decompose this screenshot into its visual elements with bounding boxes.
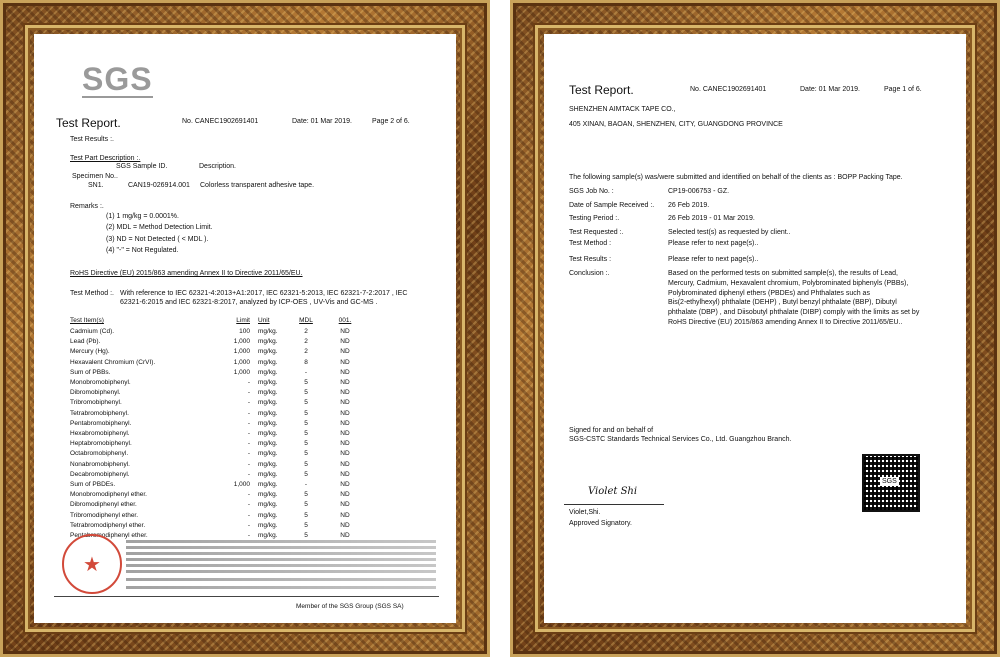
field-label: Date of Sample Received :.	[569, 202, 655, 209]
cell-item: Dibromodiphenyl ether.	[70, 501, 137, 509]
field-value: 26 Feb 2019 - 01 Mar 2019.	[668, 215, 755, 222]
cell-item: Hexavalent Chromium (CrVI).	[70, 358, 156, 366]
conclusion-line: Polybrominated diphenyl ethers (PBDEs) and Phthalates such as	[668, 290, 870, 297]
cell-mdl: -	[304, 368, 308, 376]
cell-result: ND	[340, 399, 350, 407]
th-mdl: MDL	[299, 317, 313, 324]
th-item: Test Item(s)	[70, 317, 104, 324]
cell-limit: 1,000	[233, 358, 250, 366]
cell-unit: mg/kg.	[258, 430, 278, 437]
cell-unit: mg/kg.	[258, 338, 278, 346]
cell-unit: mg/kg.	[258, 379, 278, 386]
cell-unit: mg/kg.	[258, 328, 278, 335]
field-value: Selected test(s) as requested by client..	[668, 229, 791, 236]
report-title: Test Report.	[569, 83, 634, 97]
th-unit: Unit	[258, 317, 270, 324]
cell-unit: mg/kg.	[258, 521, 278, 529]
table-row	[70, 471, 370, 482]
cell-unit: mg/kg.	[258, 450, 278, 458]
fine-print	[126, 564, 436, 567]
cell-result: ND	[340, 460, 350, 468]
cell-mdl: 5	[304, 430, 308, 437]
cell-unit: mg/kg.	[258, 358, 278, 366]
specimen-sn: SN1.	[88, 182, 104, 189]
cell-item: Tetrabromodiphenyl ether.	[70, 521, 146, 529]
cell-result: ND	[340, 419, 350, 427]
table-row	[70, 501, 370, 512]
table-row	[70, 450, 370, 461]
cell-limit: -	[247, 409, 250, 417]
cell-mdl: 5	[304, 450, 308, 458]
th-result: 001.	[338, 317, 352, 324]
cell-result: ND	[340, 358, 350, 366]
signature-line	[564, 504, 664, 505]
cell-item: Cadmium (Cd).	[70, 328, 115, 335]
description-value: Colorless transparent adhesive tape.	[200, 182, 315, 189]
cell-mdl: 2	[304, 328, 308, 335]
cell-limit: -	[247, 532, 250, 539]
cell-mdl: 2	[304, 348, 308, 356]
table-row	[70, 491, 370, 502]
cell-mdl: 5	[304, 379, 308, 386]
cell-result: ND	[340, 409, 350, 417]
cell-limit: -	[247, 419, 250, 427]
cell-limit: -	[247, 440, 250, 448]
cell-mdl: 5	[304, 491, 308, 499]
table-row	[70, 379, 370, 390]
cell-item: Octabromobiphenyl.	[70, 450, 129, 458]
table-row	[70, 512, 370, 523]
cell-mdl: 5	[304, 501, 308, 509]
cell-limit: 1,000	[233, 338, 250, 346]
cell-item: Decabromobiphenyl.	[70, 470, 130, 478]
part-desc-label: Test Part Description :.	[70, 155, 141, 162]
cell-item: Nonabromobiphenyl.	[70, 460, 130, 468]
cell-result: ND	[340, 491, 350, 499]
signer-role: Approved Signatory.	[569, 520, 632, 527]
remark-3: (3) ND = Not Detected ( < MDL ).	[106, 236, 209, 243]
cell-item: Tetrabromobiphenyl.	[70, 409, 129, 417]
intro-text: The following sample(s) was/were submitted and identified on behalf of the clients as : BOPP Packing Tape.	[569, 174, 903, 181]
cell-limit: -	[247, 379, 250, 386]
conclusion-label: Conclusion :.	[569, 270, 610, 277]
cell-result: ND	[340, 501, 350, 509]
cell-result: ND	[340, 470, 350, 478]
rohs-directive: RoHS Directive (EU) 2015/863 amending Annex II to Directive 2011/65/EU.	[70, 270, 303, 277]
cell-mdl: 5	[304, 532, 308, 539]
cell-limit: -	[247, 470, 250, 478]
cell-unit: mg/kg.	[258, 501, 278, 509]
cell-result: ND	[340, 348, 350, 356]
cell-limit: 1,000	[233, 481, 250, 488]
field-label: Test Requested :.	[569, 229, 624, 236]
sgs-logo: SGS	[82, 61, 153, 97]
report-page: Page 2 of 6.	[372, 118, 410, 125]
remark-2: (2) MDL = Method Detection Limit.	[106, 224, 213, 231]
cell-unit: mg/kg.	[258, 440, 278, 448]
cell-result: ND	[340, 368, 350, 376]
cell-unit: mg/kg.	[258, 399, 278, 407]
test-method-line-2: 62321-6:2015 and IEC 62321-8:2017, analyzed by ICP-OES , UV-Vis and GC-MS .	[120, 299, 378, 306]
fine-print	[126, 570, 436, 573]
cell-limit: -	[247, 399, 250, 407]
table-row	[70, 430, 370, 441]
cell-item: Dibromobiphenyl.	[70, 389, 121, 397]
table-row	[70, 410, 370, 421]
conclusion-line: Based on the performed tests on submitted sample(s), the results of Lead,	[668, 270, 898, 277]
cell-result: ND	[340, 450, 350, 458]
cell-item: Sum of PBBs.	[70, 368, 111, 376]
fine-print	[126, 540, 436, 543]
table-row	[70, 348, 370, 359]
table-row	[70, 389, 370, 400]
test-method-label: Test Method :.	[70, 290, 114, 297]
field-value: Please refer to next page(s)..	[668, 240, 759, 247]
company-address: 405 XINAN, BAOAN, SHENZHEN, CITY, GUANGDONG PROVINCE	[569, 121, 783, 128]
cell-mdl: 5	[304, 521, 308, 529]
field-label: Testing Period :.	[569, 215, 620, 222]
signer-name: Violet,Shi.	[569, 509, 601, 516]
cell-mdl: 8	[304, 358, 308, 366]
cell-item: Pentabromodiphenyl ether.	[70, 532, 148, 539]
cell-limit: -	[247, 389, 250, 397]
col-sample-id: SGS Sample ID.	[116, 163, 168, 170]
conclusion-line: Bis(2-ethylhexyl) phthalate (DEHP) , Butyl benzyl phthalate (BBP), Dibutyl	[668, 299, 897, 306]
cell-unit: mg/kg.	[258, 460, 278, 468]
results-label: Test Results :.	[70, 136, 114, 143]
field-label: SGS Job No. :	[569, 188, 614, 195]
cell-unit: mg/kg.	[258, 419, 278, 427]
cell-unit: mg/kg.	[258, 511, 278, 519]
cell-result: ND	[340, 389, 350, 397]
report-number: No. CANEC1902691401	[690, 86, 767, 93]
fine-print	[126, 552, 436, 555]
report-date: Date: 01 Mar 2019.	[800, 86, 860, 93]
cell-limit: -	[247, 501, 250, 509]
table-row	[70, 359, 370, 370]
company-name: SHENZHEN AIMTACK TAPE CO.,	[569, 106, 676, 113]
cell-unit: mg/kg.	[258, 481, 278, 488]
sgs-stamp: ★	[62, 534, 122, 594]
cell-result: ND	[340, 521, 350, 529]
table-row	[70, 481, 370, 492]
left-certificate-frame	[0, 0, 490, 657]
cell-unit: mg/kg.	[258, 532, 278, 539]
cell-limit: -	[247, 430, 250, 437]
cell-item: Pentabromobiphenyl.	[70, 419, 132, 427]
signed-company: SGS-CSTC Standards Technical Services Co., Ltd. Guangzhou Branch.	[569, 436, 792, 443]
fine-print	[126, 558, 436, 561]
fine-print	[126, 546, 436, 549]
right-certificate-page	[544, 34, 966, 623]
cell-result: ND	[340, 338, 350, 346]
cell-mdl: 5	[304, 409, 308, 417]
cell-result: ND	[340, 328, 350, 335]
table-row	[70, 420, 370, 431]
table-row	[70, 440, 370, 451]
signature: Violet Shi	[588, 486, 638, 497]
cell-limit: 1,000	[233, 368, 250, 376]
qr-sgs-label: SGS	[882, 478, 897, 485]
remark-1: (1) 1 mg/kg = 0.0001%.	[106, 213, 179, 220]
table-header	[70, 317, 370, 328]
conclusion-line: phthalate (DBP) , and Diisobutyl phthalate (DIBP) comply with the limits as set by	[668, 309, 920, 316]
conclusion-line: Mercury, Cadmium, Hexavalent chromium, Polybrominated biphenyls (PBBs),	[668, 280, 909, 287]
remarks-label: Remarks :.	[70, 203, 104, 210]
cell-limit: 1,000	[233, 348, 250, 356]
cell-mdl: 5	[304, 470, 308, 478]
field-value: Please refer to next page(s)..	[668, 256, 759, 263]
cell-item: Sum of PBDEs.	[70, 481, 116, 488]
field-value: CP19-006753 - GZ.	[668, 188, 730, 195]
member-text: Member of the SGS Group (SGS SA)	[296, 603, 404, 610]
cell-mdl: 2	[304, 338, 308, 346]
cell-unit: mg/kg.	[258, 368, 278, 376]
cell-unit: mg/kg.	[258, 470, 278, 478]
cell-item: Heptabromobiphenyl.	[70, 440, 132, 448]
cell-unit: mg/kg.	[258, 409, 278, 417]
right-certificate-frame	[510, 0, 1000, 657]
signed-on-behalf: Signed for and on behalf of	[569, 427, 654, 434]
report-page: Page 1 of 6.	[884, 86, 922, 93]
left-certificate-page	[34, 34, 456, 623]
field-value: 26 Feb 2019.	[668, 202, 710, 209]
cell-limit: -	[247, 491, 250, 499]
field-label: Test Method :	[569, 240, 612, 247]
specimen-no-label: Specimen No..	[72, 173, 118, 180]
cell-result: ND	[340, 481, 350, 488]
table-row	[70, 369, 370, 380]
cell-item: Tribromodiphenyl ether.	[70, 511, 139, 519]
field-label: Test Results :	[569, 256, 612, 263]
th-limit: Limit	[236, 317, 250, 324]
cell-limit: -	[247, 521, 250, 529]
cell-item: Monobromobiphenyl.	[70, 379, 131, 386]
table-row	[70, 522, 370, 533]
cell-mdl: 5	[304, 460, 308, 468]
cell-item: Hexabromobiphenyl.	[70, 430, 130, 437]
cell-unit: mg/kg.	[258, 491, 278, 499]
cell-result: ND	[340, 532, 350, 539]
cell-limit: -	[247, 511, 250, 519]
cell-item: Monobromodiphenyl ether.	[70, 491, 147, 499]
footer-rule	[54, 596, 439, 597]
table-row	[70, 338, 370, 349]
table-row	[70, 328, 370, 339]
remark-4: (4) "-" = Not Regulated.	[106, 247, 179, 254]
fine-print	[126, 586, 436, 589]
cell-result: ND	[340, 430, 350, 437]
sample-id-value: CAN19-026914.001	[128, 182, 190, 189]
cell-limit: -	[247, 450, 250, 458]
cell-unit: mg/kg.	[258, 389, 278, 397]
cell-mdl: 5	[304, 511, 308, 519]
report-date: Date: 01 Mar 2019.	[292, 118, 352, 125]
cell-mdl: 5	[304, 399, 308, 407]
fine-print	[126, 578, 436, 581]
table-row	[70, 399, 370, 410]
cell-limit: 100	[239, 328, 250, 335]
cell-item: Tribromobiphenyl.	[70, 399, 122, 407]
cell-mdl: 5	[304, 389, 308, 397]
cell-item: Mercury (Hg).	[70, 348, 110, 356]
cell-mdl: -	[304, 481, 308, 488]
table-row	[70, 461, 370, 472]
conclusion-line: RoHS Directive (EU) 2015/863 amending Annex II to Directive 2011/65/EU..	[668, 319, 903, 326]
cell-result: ND	[340, 511, 350, 519]
test-method-line-1: With reference to IEC 62321-4:2013+A1:2017, IEC 62321-5:2013, IEC 62321-7-2:2017 , IEC	[120, 290, 408, 297]
cell-mdl: 5	[304, 440, 308, 448]
col-description: Description.	[199, 163, 236, 170]
report-title: Test Report.	[56, 116, 121, 130]
cell-result: ND	[340, 440, 350, 448]
cell-item: Lead (Pb).	[70, 338, 101, 346]
cell-limit: -	[247, 460, 250, 468]
cell-unit: mg/kg.	[258, 348, 278, 356]
cell-mdl: 5	[304, 419, 308, 427]
cell-result: ND	[340, 379, 350, 386]
report-number: No. CANEC1902691401	[182, 118, 259, 125]
